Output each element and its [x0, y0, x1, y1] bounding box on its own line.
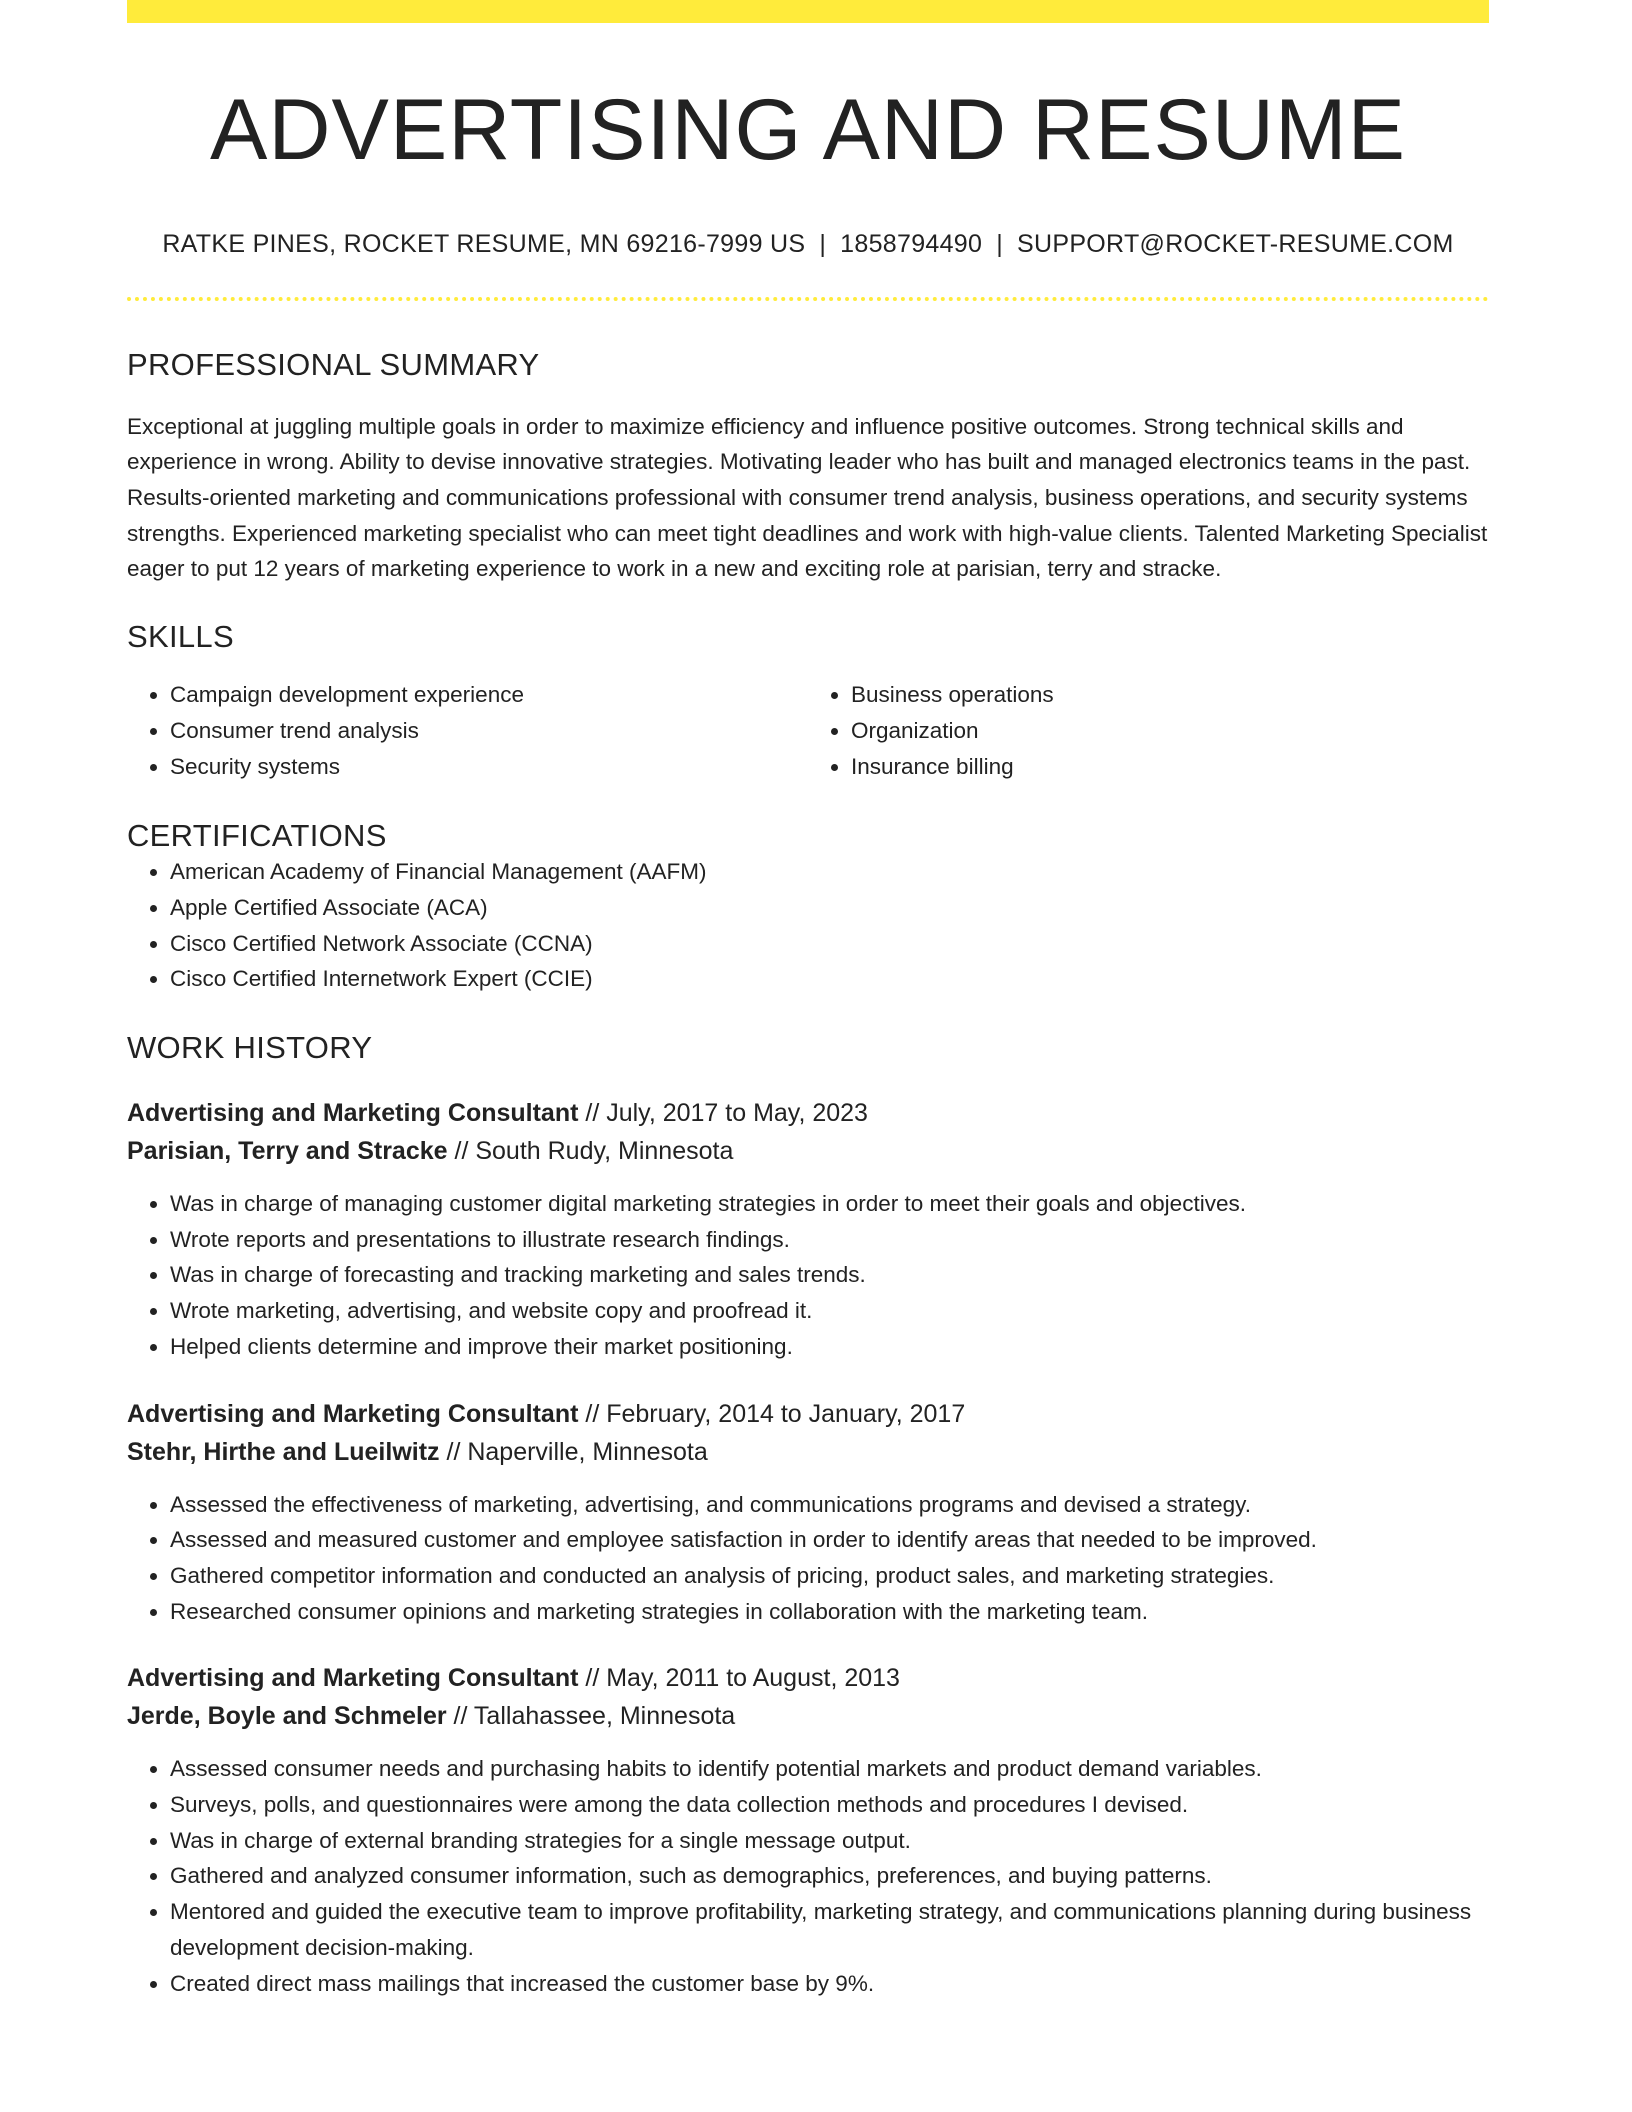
job-company: Parisian, Terry and Stracke: [127, 1137, 448, 1166]
job-title-line: [127, 1094, 1489, 1132]
job-entry: [127, 1395, 1489, 1630]
skills-heading: SKILLS: [127, 619, 234, 655]
job-bullet: • Surveys, polls, and questionnaires were among the data collection methods and procedures I devised.: [170, 1787, 1489, 1823]
job-dates: // February, 2014 to January, 2017: [578, 1399, 966, 1428]
job-bullets: [127, 1186, 1489, 1365]
certifications-list: [127, 854, 1489, 997]
job-bullet: • Assessed the effectiveness of marketing, advertising, and communications programs and devised a strategy.: [170, 1487, 1489, 1523]
job-bullet: • Assessed consumer needs and purchasing habits to identify potential markets and product demand variables.: [170, 1751, 1489, 1787]
job-location: // Tallahassee, Minnesota: [446, 1702, 736, 1731]
contact-separator: |: [996, 229, 1004, 258]
job-bullets: [127, 1487, 1489, 1630]
job-bullet: • Gathered and analyzed consumer information, such as demographics, preferences, and buying patterns.: [170, 1858, 1489, 1894]
contact-email: SUPPORT@ROCKET-RESUME.COM: [1017, 229, 1454, 258]
job-role: Advertising and Marketing Consultant: [127, 1099, 579, 1128]
contact-phone: 1858794490: [840, 229, 983, 258]
job-company: Jerde, Boyle and Schmeler: [127, 1702, 447, 1731]
skill-item: • Security systems: [170, 749, 808, 785]
job-title-line: [127, 1659, 1489, 1697]
job-company-line: [127, 1697, 1489, 1735]
skills-left-list: [127, 677, 808, 784]
job-bullet: • Mentored and guided the executive team to improve profitability, marketing strategy, and communications planning during business development decision-making.: [170, 1894, 1489, 1965]
skills-right-list: [808, 677, 1489, 784]
work-history-heading: WORK HISTORY: [127, 1030, 373, 1066]
skills-grid: [127, 677, 1489, 784]
job-company-line: [127, 1433, 1489, 1471]
job-role: Advertising and Marketing Consultant: [127, 1664, 579, 1693]
skill-item: • Insurance billing: [851, 749, 1489, 785]
contact-separator: |: [819, 229, 827, 258]
skill-item: • Business operations: [851, 677, 1489, 713]
top-accent-bar: [127, 0, 1489, 23]
job-bullets: [127, 1751, 1489, 2001]
job-bullet: • Was in charge of managing customer digital marketing strategies in order to meet their goals and objectives.: [170, 1186, 1489, 1222]
job-bullet: • Assessed and measured customer and employee satisfaction in order to identify areas that needed to be improved.: [170, 1522, 1489, 1558]
skill-item: • Consumer trend analysis: [170, 713, 808, 749]
summary-heading: PROFESSIONAL SUMMARY: [127, 346, 540, 382]
summary-paragraph: Exceptional at juggling multiple goals in order to maximize efficiency and influence positive outcomes. Strong technical skills and experience in wrong. Ability to devise innovative strategies. Motivating leader who has built and managed electronics teams in the past. Results-oriented marketing and communications professional with consumer trend analysis, business operations, and security systems strengths. Experienced marketing specialist who can meet tight deadlines and work with high-value clients. Talented Marketing Specialist eager to put 12 years of marketing experience to work in a new and exciting role at parisian, terry and stracke.: [127, 413, 1488, 582]
contact-address: RATKE PINES, ROCKET RESUME, MN 69216-7999 US: [162, 229, 806, 258]
job-bullet: • Was in charge of external branding strategies for a single message output.: [170, 1823, 1489, 1859]
certifications-heading: CERTIFICATIONS: [127, 818, 387, 854]
job-bullet: • Helped clients determine and improve their market positioning.: [170, 1329, 1489, 1365]
job-role: Advertising and Marketing Consultant: [127, 1399, 579, 1428]
job-title-line: [127, 1395, 1489, 1433]
job-bullet: • Researched consumer opinions and marketing strategies in collaboration with the marketing team.: [170, 1594, 1489, 1630]
job-bullet: • Was in charge of forecasting and tracking marketing and sales trends.: [170, 1257, 1489, 1293]
certification-item: • Cisco Certified Network Associate (CCNA): [170, 926, 1489, 962]
resume-page: [127, 0, 1489, 2001]
skill-item: • Campaign development experience: [170, 677, 808, 713]
job-bullet: • Wrote reports and presentations to illustrate research findings.: [170, 1222, 1489, 1258]
job-location: // South Rudy, Minnesota: [447, 1137, 734, 1166]
header-divider: [127, 297, 1489, 301]
job-entry: [127, 1094, 1489, 1365]
certification-item: • American Academy of Financial Management (AAFM): [170, 854, 1489, 890]
contact-line: [127, 230, 1489, 259]
job-bullet: • Wrote marketing, advertising, and website copy and proofread it.: [170, 1293, 1489, 1329]
job-company: Stehr, Hirthe and Lueilwitz: [127, 1437, 440, 1466]
job-bullet: • Created direct mass mailings that increased the customer base by 9%.: [170, 1966, 1489, 2002]
job-company-line: [127, 1132, 1489, 1170]
certification-item: • Cisco Certified Internetwork Expert (CCIE): [170, 961, 1489, 997]
resume-name: ADVERTISING AND RESUME: [210, 82, 1406, 178]
skill-item: • Organization: [851, 713, 1489, 749]
job-location: // Naperville, Minnesota: [439, 1437, 708, 1466]
job-bullet: • Gathered competitor information and conducted an analysis of pricing, product sales, and marketing strategies.: [170, 1558, 1489, 1594]
job-entry: [127, 1659, 1489, 2001]
certification-item: • Apple Certified Associate (ACA): [170, 890, 1489, 926]
job-dates: // May, 2011 to August, 2013: [578, 1664, 900, 1693]
job-dates: // July, 2017 to May, 2023: [578, 1099, 868, 1128]
